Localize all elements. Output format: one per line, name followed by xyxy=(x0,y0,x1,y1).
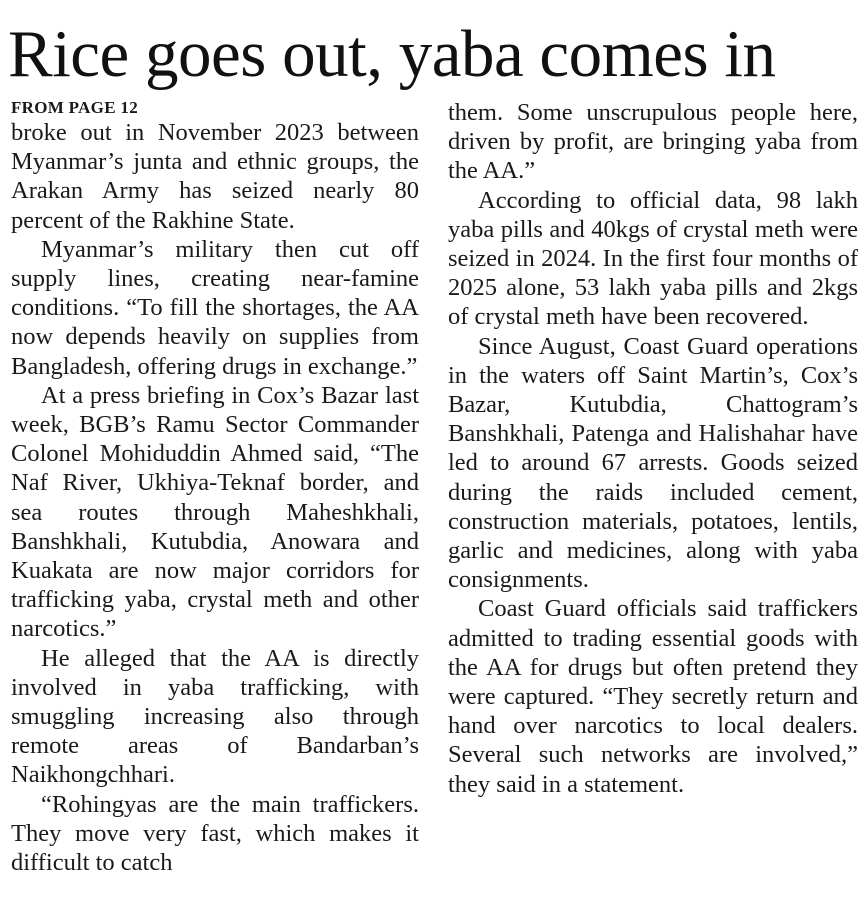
paragraph: According to official data, 98 lakh yaba pills and 40kgs of crystal meth were seized in 2024. In the first four months of 2025 alone, 53 lakh yaba pills and 2kgs of crystal meth have been recovered. xyxy=(448,186,858,331)
article-column-right xyxy=(448,98,858,799)
paragraph: Coast Guard officials said traffickers admitted to trading essential goods with the AA for drugs but often pretend they were captured. “They secretly return and hand over narcotics to local dealers. Several such networks are involved,” they said in a statement. xyxy=(448,595,858,798)
paragraph: them. Some unscrupulous people here, driven by profit, are bringing yaba from the AA.” xyxy=(448,99,858,185)
paragraph: Since August, Coast Guard operations in the waters off Saint Martin’s, Cox’s Bazar, Kutubdia, Chattogram’s Banshkhali, Patenga and Halishahar have led to around 67 arrests. Goods seized during the raids included cement, construction materials, potatoes, lentils, garlic and medicines, along with yaba consignments. xyxy=(448,332,858,594)
jump-line-kicker: FROM PAGE 12 xyxy=(11,98,138,117)
paragraph: “Rohingyas are the main traffickers. They move very fast, which makes it difficult to catch xyxy=(11,790,419,877)
paragraph: broke out in November 2023 between Myanmar’s junta and ethnic groups, the Arakan Army has seized nearly 80 percent of the Rakhine State. xyxy=(11,119,419,234)
paragraph: He alleged that the AA is directly involved in yaba trafficking, with smuggling increasing also through remote areas of Bandarban’s Naikhongchhari. xyxy=(11,644,419,789)
paragraph: Myanmar’s military then cut off supply lines, creating near-famine conditions. “To fill the shortages, the AA now depends heavily on supplies from Bangladesh, offering drugs in exchange.” xyxy=(11,235,419,380)
article-column-left xyxy=(11,98,419,877)
headline: Rice goes out, yaba comes in xyxy=(8,17,776,91)
paragraph: At a press briefing in Cox’s Bazar last week, BGB’s Ramu Sector Commander Colonel Mohiduddin Ahmed said, “The Naf River, Ukhiya-Teknaf border, and sea routes through Maheshkhali, Banshkhali, Kutubdia, Anowara and Kuakata are now major corridors for trafficking yaba, crystal meth and other narcotics.” xyxy=(11,381,419,643)
